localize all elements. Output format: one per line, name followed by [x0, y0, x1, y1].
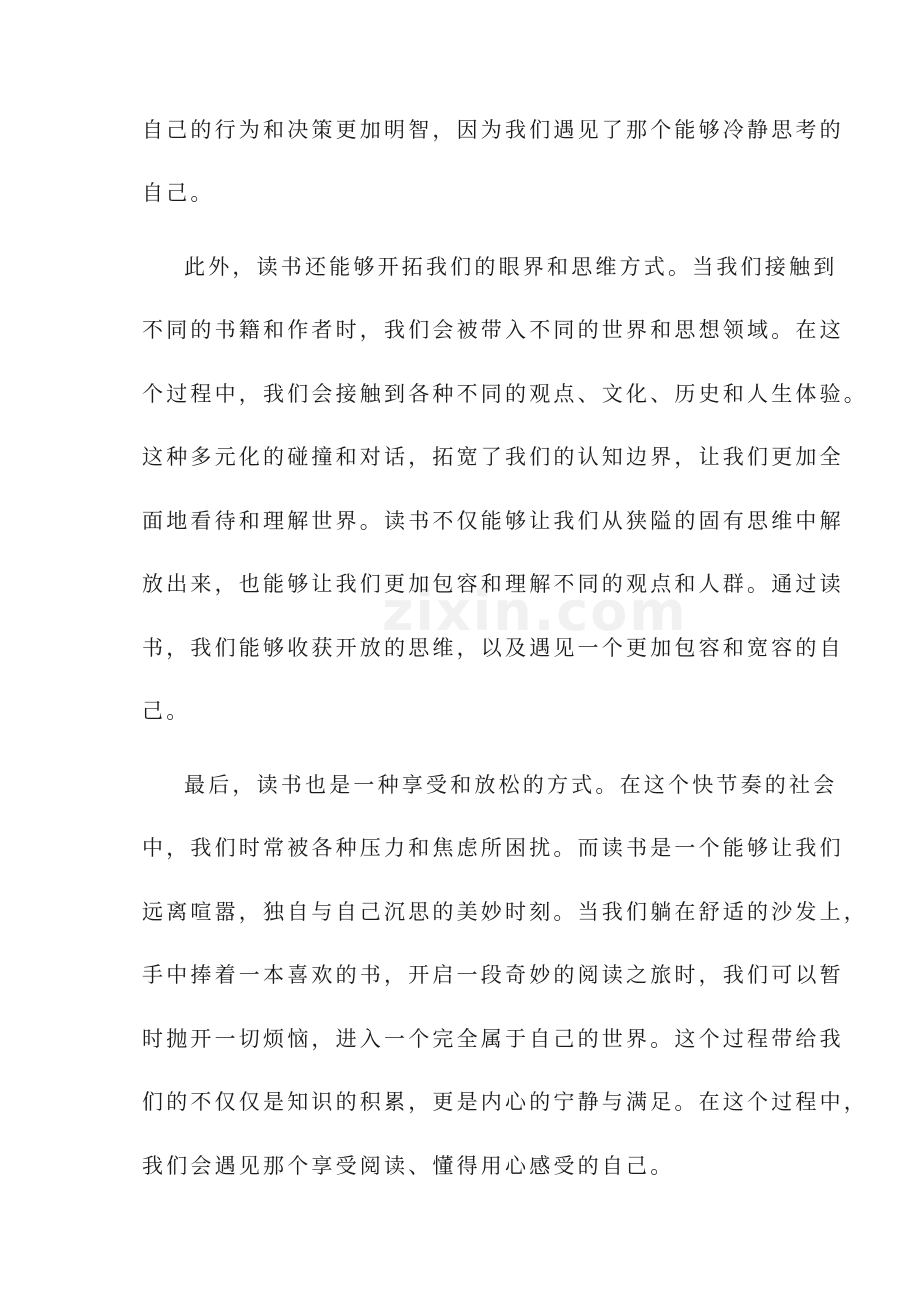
- watermark: zixin.com: [382, 580, 688, 643]
- text-line: 这种多元化的碰撞和对话，拓宽了我们的认知边界，让我们更加全: [142, 445, 844, 469]
- text-line: 手中捧着一本喜欢的书，开启一段奇妙的阅读之旅时，我们可以暂: [142, 963, 844, 987]
- text-line: 远离喧嚣，独自与自己沉思的美妙时刻。当我们躺在舒适的沙发上，: [142, 900, 868, 924]
- text-line: 书，我们能够收获开放的思维，以及遇见一个更加包容和宽容的自: [142, 636, 844, 660]
- paragraph-first-line: 此外，读书还能够开拓我们的眼界和思维方式。当我们接触到: [184, 255, 838, 279]
- text-line: 时抛开一切烦恼，进入一个完全属于自己的世界。这个过程带给我: [142, 1027, 844, 1051]
- text-line: 中，我们时常被各种压力和焦虑所困扰。而读书是一个能够让我们: [142, 836, 844, 860]
- text-line: 我们会遇见那个享受阅读、懂得用心感受的自己。: [142, 1154, 675, 1178]
- paragraph-first-line: 最后，读书也是一种享受和放松的方式。在这个快节奏的社会: [184, 773, 838, 797]
- text-line: 自己的行为和决策更加明智，因为我们遇见了那个能够冷静思考的: [142, 118, 844, 142]
- text-line: 自己。: [142, 181, 215, 205]
- text-line: 们的不仅仅是知识的积累，更是内心的宁静与满足。在这个过程中，: [142, 1090, 868, 1114]
- text-line: 放出来，也能够让我们更加包容和理解不同的观点和人群。通过读: [142, 572, 844, 596]
- text-line: 不同的书籍和作者时，我们会被带入不同的世界和思想领域。在这: [142, 318, 844, 342]
- text-line: 个过程中，我们会接触到各种不同的观点、文化、历史和人生体验。: [142, 382, 868, 406]
- text-line: 己。: [142, 699, 191, 723]
- text-line: 面地看待和理解世界。读书不仅能够让我们从狭隘的固有思维中解: [142, 509, 844, 533]
